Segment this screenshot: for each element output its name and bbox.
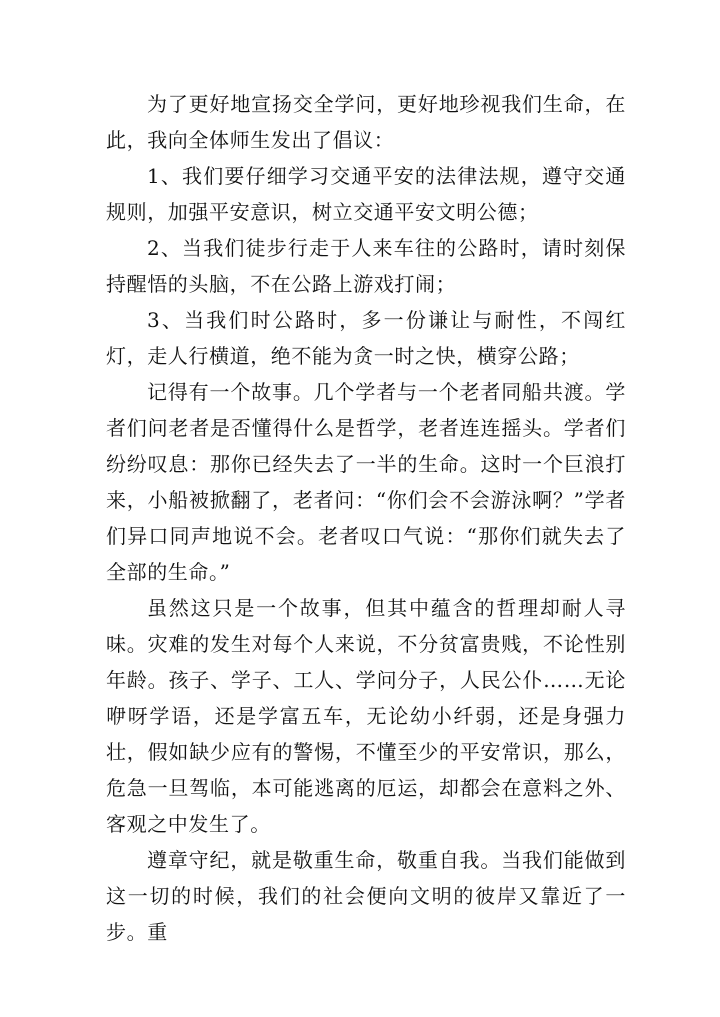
paragraph-item-2: 2、当我们徒步行走于人来车往的公路时，请时刻保持醒悟的头脑，不在公路上游戏打闹； xyxy=(106,236,626,296)
paragraph-item-3: 3、当我们时公路时，多一份谦让与耐性，不闯红灯，走人行横道，绝不能为贪一时之快，横穿公路； xyxy=(106,308,626,368)
paragraph-reflection: 虽然这只是一个故事，但其中蕴含的哲理却耐人寻味。灾难的发生对每个人来说，不分贫富贵贱，不论性别年龄。孩子、学子、工人、学问分子，人民公仆……无论咿呀学语，还是学富五车，无论幼小纤弱，还是身强力壮，假如缺少应有的警惕，不懂至少的平安常识，那么，危急一旦驾临，本可能逃离的厄运，却都会在意料之外、客观之中发生了。 xyxy=(106,596,626,836)
paragraph-story: 记得有一个故事。几个学者与一个老者同船共渡。学者们问老者是否懂得什么是哲学，老者连连摇头。学者们纷纷叹息：那你已经失去了一半的生命。这时一个巨浪打来，小船被掀翻了，老者问：“你们会不会游泳啊？”学者们异口同声地说不会。老者叹口气说：“那你们就失去了全部的生命。” xyxy=(106,380,626,584)
document-page xyxy=(106,86,626,950)
paragraph-intro: 为了更好地宣扬交全学问，更好地珍视我们生命，在此，我向全体师生发出了倡议： xyxy=(106,92,626,152)
paragraph-conclusion: 遵章守纪，就是敬重生命，敬重自我。当我们能做到这一切的时候，我们的社会便向文明的彼岸又靠近了一步。重 xyxy=(106,848,626,944)
paragraph-item-1: 1、我们要仔细学习交通平安的法律法规，遵守交通规则，加强平安意识，树立交通平安文明公德； xyxy=(106,164,626,224)
